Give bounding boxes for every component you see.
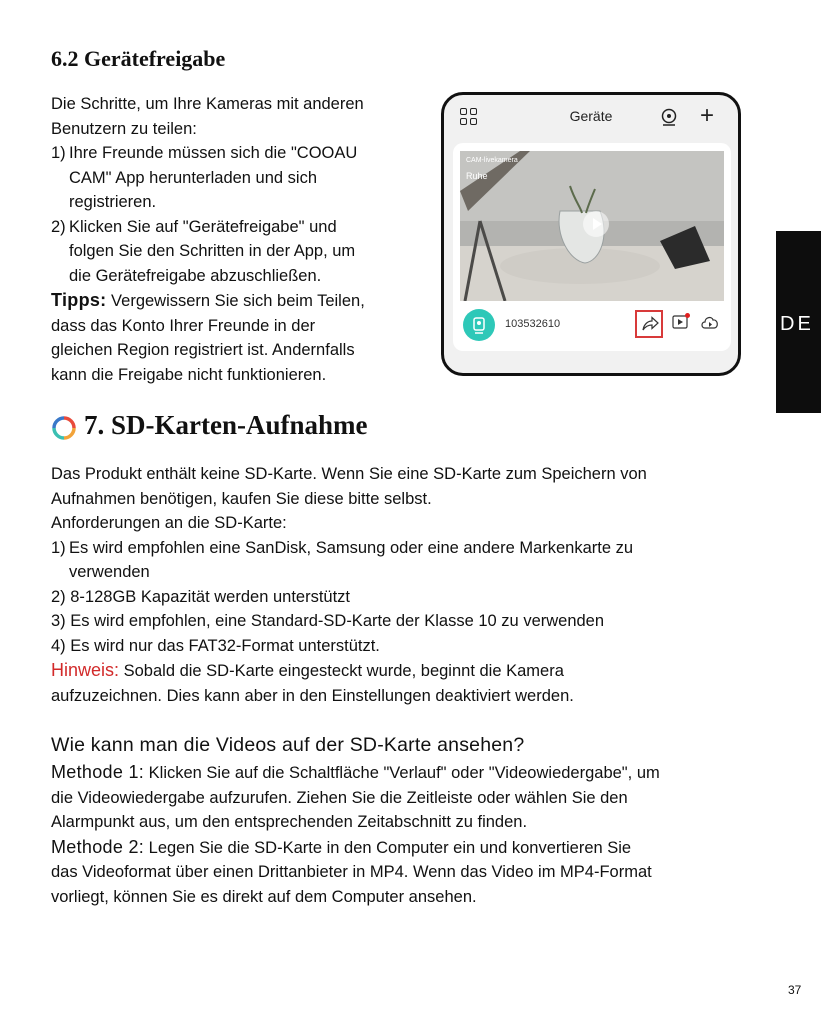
preview-label: CAM-livekamera <box>466 157 518 164</box>
method-2-paragraph <box>51 835 771 861</box>
method-2-text: Legen Sie die SD-Karte in den Computer ein und konvertieren Sie <box>144 838 632 857</box>
share-icon[interactable] <box>641 316 659 332</box>
info-line: Aufnahmen benötigen, kaufen Sie diese bitte selbst. <box>51 489 432 508</box>
tipps-line: kann die Freigabe nicht funktionieren. <box>51 365 327 384</box>
page-number: 37 <box>788 983 802 997</box>
intro-line: Benutzern zu teilen: <box>51 119 197 138</box>
step-line: Klicken Sie auf "Gerätefreigabe" und <box>69 217 337 236</box>
target-icon[interactable] <box>660 108 678 126</box>
requirement-3: 3) Es wird empfohlen, eine Standard-SD-Karte der Klasse 10 zu verwenden <box>51 612 605 630</box>
requirement-line: verwenden <box>69 563 150 581</box>
tipps-paragraph <box>51 288 421 314</box>
method-1-paragraph <box>51 760 771 786</box>
intro-line: Die Schritte, um Ihre Kameras mit anderen <box>51 95 364 113</box>
app-header <box>444 95 738 141</box>
question-heading: Wie kann man die Videos auf der SD-Karte ansehen? <box>51 734 525 756</box>
requirement-2: 2) 8-128GB Kapazität werden unterstützt <box>51 587 350 606</box>
notification-dot <box>685 313 690 318</box>
step-number: 1) <box>51 144 66 162</box>
requirement-4: 4) Es wird nur das FAT32-Format unterstützt. <box>51 636 380 655</box>
method-1-label: Methode 1: <box>51 762 145 782</box>
plus-icon[interactable]: + <box>700 102 715 129</box>
tipps-line: gleichen Region registriert ist. Andernfalls <box>51 341 355 359</box>
method-1-text: Klicken Sie auf die Schaltfläche "Verlauf" oder "Videowiedergabe", um <box>144 764 660 782</box>
tipps-label: Tipps: <box>51 290 107 310</box>
camera-device-icon <box>463 309 495 341</box>
info-line: Das Produkt enthält keine SD-Karte. Wenn Sie eine SD-Karte zum Speichern von <box>51 465 647 483</box>
step-line: die Gerätefreigabe abzuschließen. <box>69 266 322 285</box>
language-tab-label: DE <box>780 313 814 335</box>
step-2 <box>51 215 421 289</box>
app-title: Geräte <box>569 108 613 124</box>
requirement-line: Es wird empfohlen eine SanDisk, Samsung oder eine andere Markenkarte zu <box>69 538 634 557</box>
tipps-text: Vergewissern Sie sich beim Teilen, <box>106 292 365 310</box>
sharing-instructions <box>51 92 421 387</box>
hinweis-label: Hinweis: <box>51 660 120 680</box>
section-ring-icon <box>51 415 77 441</box>
camera-avatar <box>463 309 495 341</box>
section-title-6-2: 6.2 Gerätefreigabe <box>51 46 226 71</box>
play-icon[interactable] <box>583 211 609 237</box>
step-line: Ihre Freunde müssen sich die "COOAU <box>69 144 358 162</box>
hinweis-text: Sobald die SD-Karte eingesteckt wurde, beginnt die Kamera <box>119 662 564 680</box>
section-title-7: 7. SD-Karten-Aufnahme <box>84 410 368 440</box>
method-line: Alarmpunkt aus, um den entsprechenden Zeitabschnitt zu finden. <box>51 813 528 831</box>
methods-block <box>51 760 771 909</box>
step-1 <box>51 141 421 215</box>
language-tab <box>776 231 821 413</box>
step-line: folgen Sie den Schritten in der App, um <box>69 242 356 260</box>
step-line: registrieren. <box>69 193 157 211</box>
tipps-line: dass das Konto Ihrer Freunde in der <box>51 316 316 335</box>
camera-preview[interactable] <box>460 151 724 301</box>
camera-card[interactable] <box>453 143 731 351</box>
hinweis-line: aufzuzeichnen. Dies kann aber in den Einstellungen deaktiviert werden. <box>51 686 574 705</box>
method-line: das Videoformat über einen Drittanbieter in MP4. Wenn das Video im MP4-Format <box>51 863 652 881</box>
info-line: Anforderungen an die SD-Karte: <box>51 514 287 532</box>
preview-status: Ruhe <box>466 171 488 181</box>
method-2-label: Methode 2: <box>51 836 145 857</box>
step-number: 2) <box>51 217 66 236</box>
share-button-highlight[interactable] <box>635 310 663 338</box>
requirement-1 <box>51 536 771 585</box>
method-line: vorliegt, können Sie es direkt auf dem Computer ansehen. <box>51 887 477 906</box>
cloud-icon[interactable] <box>700 315 720 329</box>
sd-card-info <box>51 462 771 708</box>
app-screenshot <box>441 92 741 376</box>
hinweis-paragraph <box>51 658 771 684</box>
method-line: die Videowiedergabe aufzurufen. Ziehen Sie die Zeitleiste oder wählen Sie den <box>51 788 628 807</box>
camera-id: 103532610 <box>505 318 561 330</box>
requirement-number: 1) <box>51 538 66 557</box>
step-line: CAM" App herunterladen und sich <box>69 168 318 187</box>
